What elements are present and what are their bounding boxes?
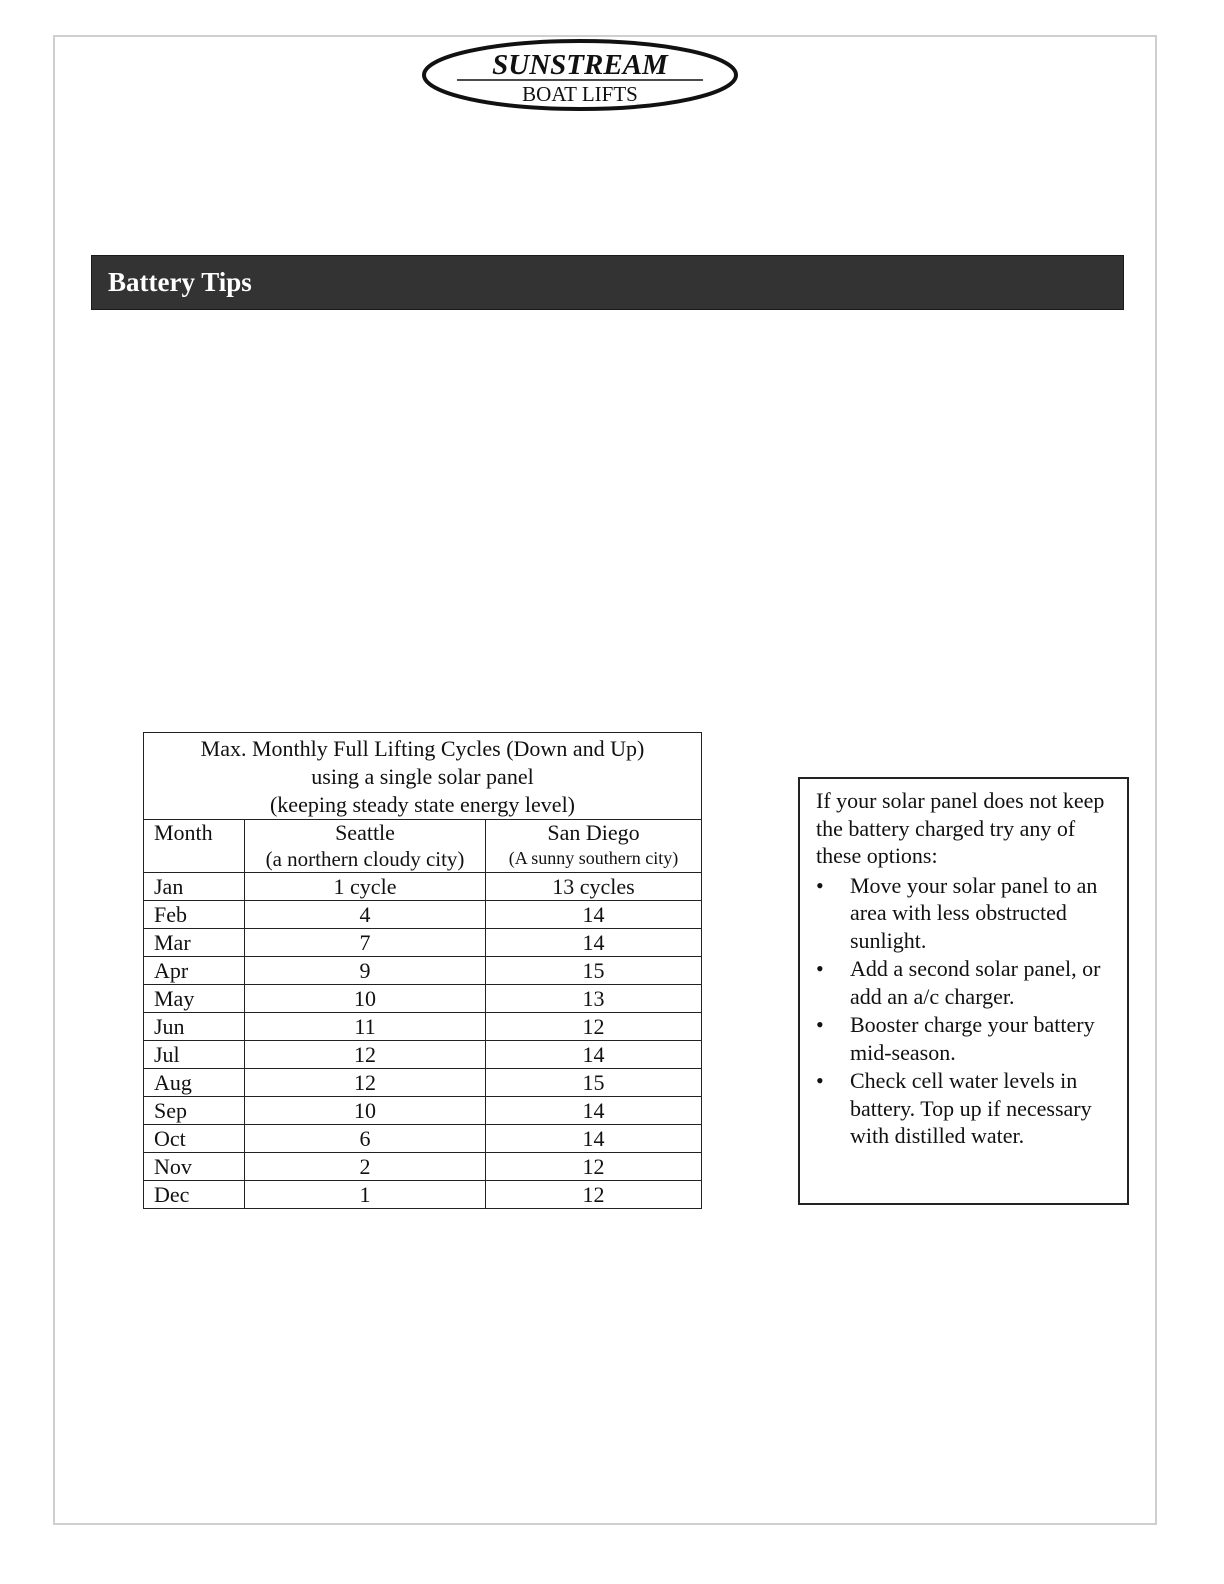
header-san-diego-sub: (A sunny southern city): [508, 848, 679, 868]
month-cell: Aug: [144, 1069, 245, 1097]
seattle-cell: 1 cycle: [245, 873, 486, 901]
month-cell: Jun: [144, 1013, 245, 1041]
header-seattle-label: Seattle: [335, 820, 395, 845]
logo-brand: SUNSTREAM: [492, 49, 668, 81]
seattle-cell: 10: [245, 1097, 486, 1125]
seattle-cell: 4: [245, 901, 486, 929]
table-row: [144, 1153, 702, 1181]
month-cell: May: [144, 985, 245, 1013]
month-cell: Sep: [144, 1097, 245, 1125]
tips-list: [816, 872, 1117, 1150]
tip-text: Add a second solar panel, or add an a/c charger.: [850, 956, 1101, 1009]
month-cell: Jan: [144, 873, 245, 901]
header-san-diego: [486, 820, 702, 873]
san-diego-cell: 12: [486, 1013, 702, 1041]
table-row: [144, 1125, 702, 1153]
table-row: [144, 957, 702, 985]
seattle-cell: 2: [245, 1153, 486, 1181]
caption-line: (keeping steady state energy level): [269, 792, 576, 817]
caption-line: Max. Monthly Full Lifting Cycles (Down and Up): [200, 736, 645, 761]
table-row: [144, 985, 702, 1013]
seattle-cell: 12: [245, 1041, 486, 1069]
tip-item: [816, 872, 1117, 955]
bullet-icon: •: [816, 1012, 824, 1037]
tip-item: [816, 1011, 1117, 1066]
header-month: Month: [144, 820, 245, 873]
seattle-cell: 9: [245, 957, 486, 985]
header-seattle-sub: (a northern cloudy city): [265, 847, 465, 871]
month-cell: Nov: [144, 1153, 245, 1181]
caption-line: using a single solar panel: [311, 764, 534, 789]
bullet-icon: •: [816, 956, 824, 981]
san-diego-cell: 14: [486, 1097, 702, 1125]
table-row: [144, 1069, 702, 1097]
month-cell: Oct: [144, 1125, 245, 1153]
tips-box: [798, 777, 1129, 1205]
table-caption: [144, 733, 702, 820]
tip-item: [816, 955, 1117, 1010]
tip-item: [816, 1067, 1117, 1150]
bullet-icon: •: [816, 872, 824, 898]
month-cell: Dec: [144, 1181, 245, 1209]
table-row: [144, 1097, 702, 1125]
san-diego-cell: 14: [486, 1041, 702, 1069]
header-san-diego-label: San Diego: [547, 820, 640, 845]
lifting-cycles-table: [143, 732, 702, 1209]
section-title: Battery Tips: [108, 267, 252, 297]
month-cell: Apr: [144, 957, 245, 985]
table-row: [144, 1181, 702, 1209]
table-row: [144, 901, 702, 929]
seattle-cell: 11: [245, 1013, 486, 1041]
seattle-cell: 1: [245, 1181, 486, 1209]
table-row: [144, 929, 702, 957]
san-diego-cell: 14: [486, 901, 702, 929]
tips-intro: If your solar panel does not keep the battery charged try any of these options:: [816, 788, 1105, 868]
tip-text: Move your solar panel to an area with less obstructed sunlight.: [850, 872, 1098, 953]
san-diego-cell: 12: [486, 1153, 702, 1181]
san-diego-cell: 13 cycles: [486, 873, 702, 901]
header-seattle: [245, 820, 486, 873]
tip-text: Check cell water levels in battery. Top up if necessary with distilled water.: [850, 1068, 1092, 1148]
logo-subtitle: BOAT LIFTS: [522, 82, 638, 106]
section-header-bar: [91, 255, 1124, 310]
san-diego-cell: 13: [486, 985, 702, 1013]
san-diego-cell: 12: [486, 1181, 702, 1209]
month-cell: Feb: [144, 901, 245, 929]
tip-text: Booster charge your battery mid-season.: [850, 1012, 1095, 1065]
table-row: [144, 873, 702, 901]
seattle-cell: 6: [245, 1125, 486, 1153]
seattle-cell: 7: [245, 929, 486, 957]
month-cell: Jul: [144, 1041, 245, 1069]
seattle-cell: 12: [245, 1069, 486, 1097]
table-row: [144, 1013, 702, 1041]
table-row: [144, 1041, 702, 1069]
seattle-cell: 10: [245, 985, 486, 1013]
bullet-icon: •: [816, 1068, 824, 1093]
sunstream-logo: [421, 38, 739, 112]
month-cell: Mar: [144, 929, 245, 957]
san-diego-cell: 14: [486, 1125, 702, 1153]
san-diego-cell: 15: [486, 1069, 702, 1097]
san-diego-cell: 14: [486, 929, 702, 957]
san-diego-cell: 15: [486, 957, 702, 985]
